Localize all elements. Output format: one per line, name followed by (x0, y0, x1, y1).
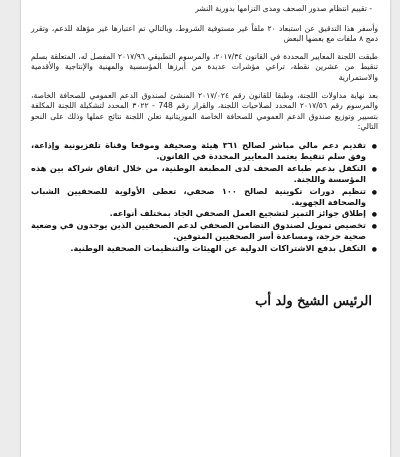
results-list (31, 140, 378, 254)
paragraph-criteria: طبقت اللجنة المعايير المحددة في القانون ٢٠١٧/٣٤، والمرسوم التطبيقي ٢٠١٧/٩٦ المفصل له، المتعلقة بسلم تنقيط من عشرين نقطة، تراعي مؤشرات عديدة من أبرزها المؤسسية والمهنية والإنتاجية والأقدمية والاستمرارية (31, 51, 378, 82)
list-item: ● التكفل بدعم طباعة الصحف لدى المطبعة الوطنية، من خلال اتفاق شراكة بين هذه المؤسسة واللجنة. (31, 162, 377, 185)
bullet-icon: ● (371, 188, 377, 196)
bullet-icon: ● (371, 222, 377, 230)
list-item: ● إطلاق جوائز التميز لتشجيع العمل الصحفي الجاد بمختلف أنواعه. (31, 208, 378, 219)
paragraph-verification: وأسفر هذا التدقيق عن استبعاد ٢٠ ملفاً غير مستوفية الشروط، وبالتالي تم اعتبارها غير مؤهلة للدعم، وتقرر دمج ٨ ملفات مع بعضها البعض (31, 23, 378, 44)
bullet-icon: ● (371, 211, 377, 219)
signature: الرئيس الشيخ ولد أب (255, 294, 372, 309)
list-item: ● تنظيم دورات تكوينية لصالح ١٠٠ صحفي، تعطى الأولوية للصحفيين الشباب والصحافة الجهوية. (31, 185, 377, 207)
bullet-icon: ● (371, 165, 377, 173)
list-item: ● تخصيص تمويل لصندوق التضامن الصحفي لدعم الصحفيين الذين يوجدون في وضعية صحية حرجة، ومساعدة أسر الصحفيين المتوفين. (31, 219, 377, 242)
list-item: ● تقديم دعم مالي مباشر لصالح ٣٦١ هيئة وصحيفة وموقعا وقناة تلفزيونية وإذاعة، وفق سلم تنقيط يعتمد المعايير المحددة في القانون. (31, 139, 377, 162)
bullet-icon: ● (371, 142, 377, 150)
list-item: ● التكفل بدفع الاشتراكات الدولية عن الهيئات والتنظيمات الصحفية الوطنية. (31, 243, 378, 254)
intro-bullet: - تقييم انتظام صدور الصحف ومدى التزامها بدورية النشر (195, 4, 372, 13)
paragraph-results-intro: بعد نهاية مداولات اللجنة، وطبقا للقانون رقم ٢٠١٧/٠٢٤ المنشئ لصندوق الدعم العمومي للصحافة الخاصة، والمرسوم رقم ٢٠١٧/٥٦ المحدد لصلاحيات اللجنة، والقرار رقم 748 - ٣٠٢٢ المحدد لتشكيلة اللجنة المكلفة بتسيير وتوزيع صندوق الدعم العمومي للصحافة الخاصة الموريتانية تعلن اللجنة نتائج عملها وذلك على النحو التالي: (31, 90, 378, 132)
document-page (21, 0, 390, 457)
bullet-icon: ● (371, 245, 377, 253)
